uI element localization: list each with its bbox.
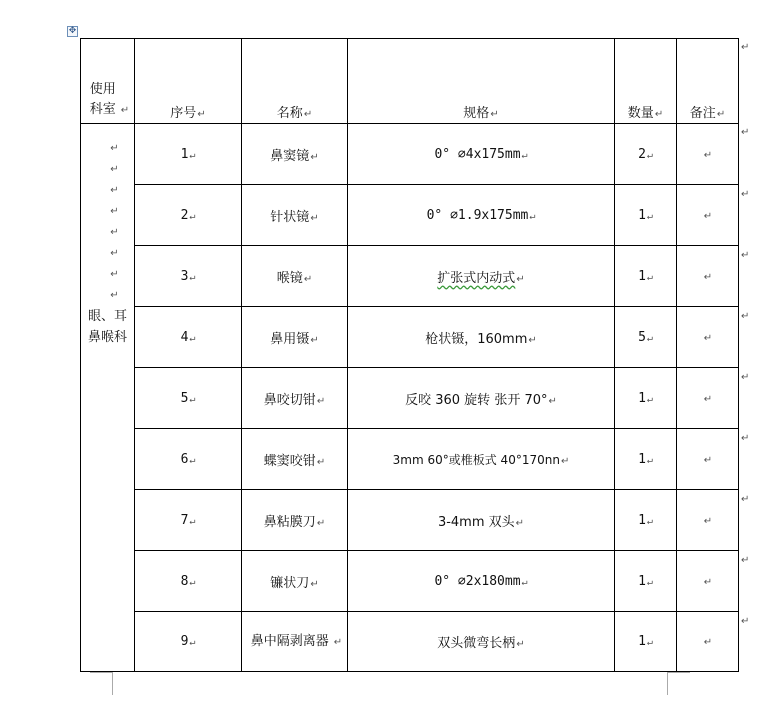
row-name-cell[interactable]: 鼻窦镜↵	[242, 124, 348, 185]
row-name-cell[interactable]: 鼻粘膜刀↵	[242, 490, 348, 551]
row-qty-cell[interactable]: 5↵	[615, 307, 677, 368]
table-row	[81, 307, 739, 368]
row-qty-cell[interactable]: 1↵	[615, 612, 677, 672]
header-qty-label: 数量	[627, 106, 654, 121]
paragraph-mark-icon: ↵	[120, 105, 130, 116]
paragraph-mark-icon: ↵	[110, 142, 119, 154]
paragraph-mark-icon: ↵	[110, 247, 119, 259]
table-row	[81, 185, 739, 246]
row-end-mark-icon: ↵	[741, 372, 750, 383]
table-row	[81, 429, 739, 490]
row-name-cell[interactable]: 镰状刀↵	[242, 551, 348, 612]
row-spec-cell[interactable]: 反咬 360 旋转 张开 70°↵	[348, 368, 615, 429]
row-note-cell[interactable]: ↵	[677, 185, 739, 246]
header-spec-cell[interactable]	[348, 39, 615, 124]
row-note-cell[interactable]: ↵	[677, 246, 739, 307]
page-corner-mark-left	[90, 672, 113, 695]
paragraph-mark-icon: ↵	[654, 109, 664, 120]
header-note-label: 备注	[689, 106, 716, 121]
table-move-handle-icon[interactable]: ✥	[68, 26, 77, 36]
paragraph-mark-icon: ↵	[490, 109, 499, 120]
row-no-cell[interactable]: 8↵	[135, 551, 242, 612]
row-note-cell[interactable]: ↵	[677, 612, 739, 672]
paragraph-mark-icon: ↵	[110, 205, 119, 217]
row-qty-cell[interactable]: 1↵	[615, 429, 677, 490]
row-spec-cell[interactable]: 3-4mm 双头↵	[348, 490, 615, 551]
row-spec-cell[interactable]: 双头微弯长柄↵	[348, 612, 615, 672]
row-spec-cell[interactable]: 0° ⌀4x175mm↵	[348, 124, 615, 185]
row-qty-cell[interactable]: 1↵	[615, 185, 677, 246]
row-end-mark-icon: ↵	[741, 311, 750, 322]
header-spec-label: 规格	[463, 106, 490, 121]
row-no-cell[interactable]: 4↵	[135, 307, 242, 368]
header-qty-cell[interactable]	[615, 39, 677, 124]
header-name-cell[interactable]	[242, 39, 348, 124]
row-spec-cell[interactable]: 0° ⌀2x180mm↵	[348, 551, 615, 612]
row-note-cell[interactable]: ↵	[677, 429, 739, 490]
row-no-cell[interactable]: 3↵	[135, 246, 242, 307]
paragraph-mark-icon: ↵	[110, 226, 119, 238]
row-end-mark-icon: ↵	[741, 189, 750, 200]
header-dept-cell[interactable]	[81, 39, 135, 124]
paragraph-mark-icon: ↵	[303, 109, 313, 120]
paragraph-mark-icon: ↵	[110, 184, 119, 196]
paragraph-mark-icon: ↵	[110, 163, 119, 175]
row-spec-cell[interactable]: 3mm 60°或椎板式 40°170nn↵	[348, 429, 615, 490]
table-row	[81, 368, 739, 429]
row-end-mark-icon: ↵	[741, 494, 750, 505]
row-name-cell[interactable]: 针状镜↵	[242, 185, 348, 246]
row-name-cell[interactable]: 鼻用镊↵	[242, 307, 348, 368]
table-row	[81, 612, 739, 672]
row-end-mark-icon: ↵	[741, 616, 750, 627]
row-note-cell[interactable]: ↵	[677, 124, 739, 185]
row-end-mark-icon: ↵	[741, 433, 750, 444]
row-no-cell[interactable]: 1↵	[135, 124, 242, 185]
table-row	[81, 124, 739, 185]
row-no-cell[interactable]: 9↵	[135, 612, 242, 672]
row-note-cell[interactable]: ↵	[677, 551, 739, 612]
table-row	[81, 551, 739, 612]
row-no-cell[interactable]: 5↵	[135, 368, 242, 429]
header-dept-label: 使用科室	[89, 82, 116, 117]
department-label: 眼、耳鼻喉科	[87, 308, 127, 345]
table-header-row	[81, 39, 739, 124]
row-spec-cell[interactable]: 扩张式内动式↵	[348, 246, 615, 307]
row-spec-cell[interactable]: 0° ⌀1.9x175mm↵	[348, 185, 615, 246]
row-end-mark-icon: ↵	[741, 555, 750, 566]
row-spec-cell[interactable]: 枪状镊，160mm↵	[348, 307, 615, 368]
paragraph-mark-icon: ↵	[110, 268, 119, 280]
row-name-cell[interactable]: 蝶窦咬钳↵	[242, 429, 348, 490]
row-end-mark-icon: ↵	[741, 127, 750, 138]
row-end-mark-icon: ↵	[741, 42, 750, 53]
row-qty-cell[interactable]: 2↵	[615, 124, 677, 185]
row-no-cell[interactable]: 6↵	[135, 429, 242, 490]
table-row	[81, 246, 739, 307]
paragraph-mark-icon: ↵	[716, 109, 726, 120]
page-corner-mark-right	[667, 672, 690, 695]
row-qty-cell[interactable]: 1↵	[615, 246, 677, 307]
dept-cell[interactable]	[81, 124, 135, 672]
header-no-label: 序号	[170, 106, 197, 121]
row-note-cell[interactable]: ↵	[677, 307, 739, 368]
table-row	[81, 490, 739, 551]
row-name-cell[interactable]: 喉镜↵	[242, 246, 348, 307]
row-note-cell[interactable]: ↵	[677, 490, 739, 551]
paragraph-mark-icon: ↵	[197, 109, 206, 120]
row-name-cell[interactable]: 鼻中隔剥离器 ↵	[242, 612, 348, 672]
header-note-cell[interactable]	[677, 39, 739, 124]
row-qty-cell[interactable]: 1↵	[615, 490, 677, 551]
row-qty-cell[interactable]: 1↵	[615, 368, 677, 429]
equipment-table	[80, 38, 739, 672]
row-no-cell[interactable]: 7↵	[135, 490, 242, 551]
paragraph-mark-icon: ↵	[110, 289, 119, 301]
row-qty-cell[interactable]: 1↵	[615, 551, 677, 612]
row-end-mark-icon: ↵	[741, 250, 750, 261]
row-no-cell[interactable]: 2↵	[135, 185, 242, 246]
header-no-cell[interactable]	[135, 39, 242, 124]
row-note-cell[interactable]: ↵	[677, 368, 739, 429]
header-name-label: 名称	[276, 106, 303, 121]
row-name-cell[interactable]: 鼻咬切钳↵	[242, 368, 348, 429]
